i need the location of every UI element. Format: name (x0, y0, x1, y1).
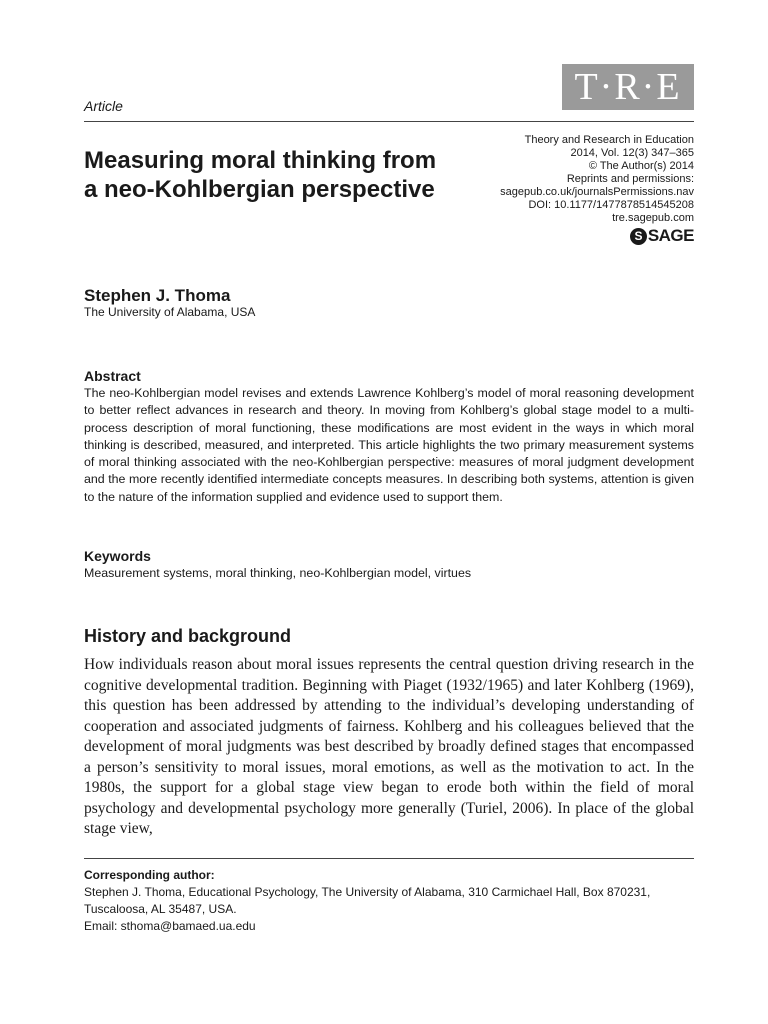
corresponding-address: Stephen J. Thoma, Educational Psychology, The University of Alabama, 310 Carmichael Hall, Box 870231, (84, 885, 651, 899)
keywords-heading: Keywords (84, 548, 151, 564)
article-type-label: Article (84, 98, 123, 114)
abstract-text: The neo-Kohlbergian model revises and extends Lawrence Kohlberg’s model of moral reasoning development to better reflect advances in research and theory. In moving from Kohlberg’s global stage model to a multi-process description of moral functioning, these modifications are most evident in the ways in which moral thinking is described, measured, and interpreted. This article highlights the two primary measurement systems of moral thinking associated with the neo-Kohlbergian perspective: measures of moral judgment development and the more recently identified intermediate concepts measures. In describing both systems, attention is given to the nature of the information supplied and evidence used to support them. (84, 386, 694, 504)
reprints-label: Reprints and permissions: (566, 173, 694, 185)
journal-metadata (394, 134, 694, 225)
author-affiliation: The University of Alabama, USA (84, 305, 256, 319)
body-paragraph: How individuals reason about moral issues represents the central question driving research in the cognitive developmental tradition. Beginning with Piaget (1932/1965) and later Kohlberg (1969), this question has been addressed by attending to the individual’s developing understanding of cooperation and associated judgments of fairness. Kohlberg and his colleagues believed that the development of moral judgments was best described by broadly defined stages that encompassed a person’s sensitivity to moral issues, moral emotions, as well as the motivation to act. In the 1980s, the support for a global stage view began to erode both within the field of moral psychology and developmental psychology more generally (Turiel, 2006). In place of the global stage view, (84, 656, 694, 837)
permissions-link[interactable]: sagepub.co.uk/journalsPermissions.nav (500, 186, 694, 198)
keywords-text: Measurement systems, moral thinking, neo-Kohlbergian model, virtues (84, 566, 472, 580)
publisher-logo (630, 226, 694, 246)
journal-name: Theory and Research in Education (524, 134, 694, 146)
corresponding-email[interactable]: Email: sthoma@bamaed.ua.edu (84, 919, 256, 933)
article-title: Measuring moral thinking from a neo-Kohlbergian perspective (84, 147, 437, 203)
corresponding-author-details (84, 884, 694, 935)
copyright: © The Author(s) 2014 (588, 160, 694, 172)
footnote-divider (84, 858, 694, 859)
journal-logo: T·R·E (562, 64, 694, 110)
doi[interactable]: DOI: 10.1177/1477878514545208 (528, 199, 694, 211)
abstract-heading: Abstract (84, 368, 141, 384)
sage-icon: S (630, 228, 647, 245)
header-divider (84, 121, 694, 122)
publisher-name: SAGE (647, 226, 694, 245)
journal-volume: 2014, Vol. 12(3) 347–365 (570, 147, 694, 159)
section-heading: History and background (84, 626, 292, 646)
journal-url[interactable]: tre.sagepub.com (612, 212, 694, 224)
author-name: Stephen J. Thoma (84, 286, 231, 305)
corresponding-city: Tuscaloosa, AL 35487, USA. (84, 902, 237, 916)
corresponding-author-heading: Corresponding author: (84, 868, 215, 882)
